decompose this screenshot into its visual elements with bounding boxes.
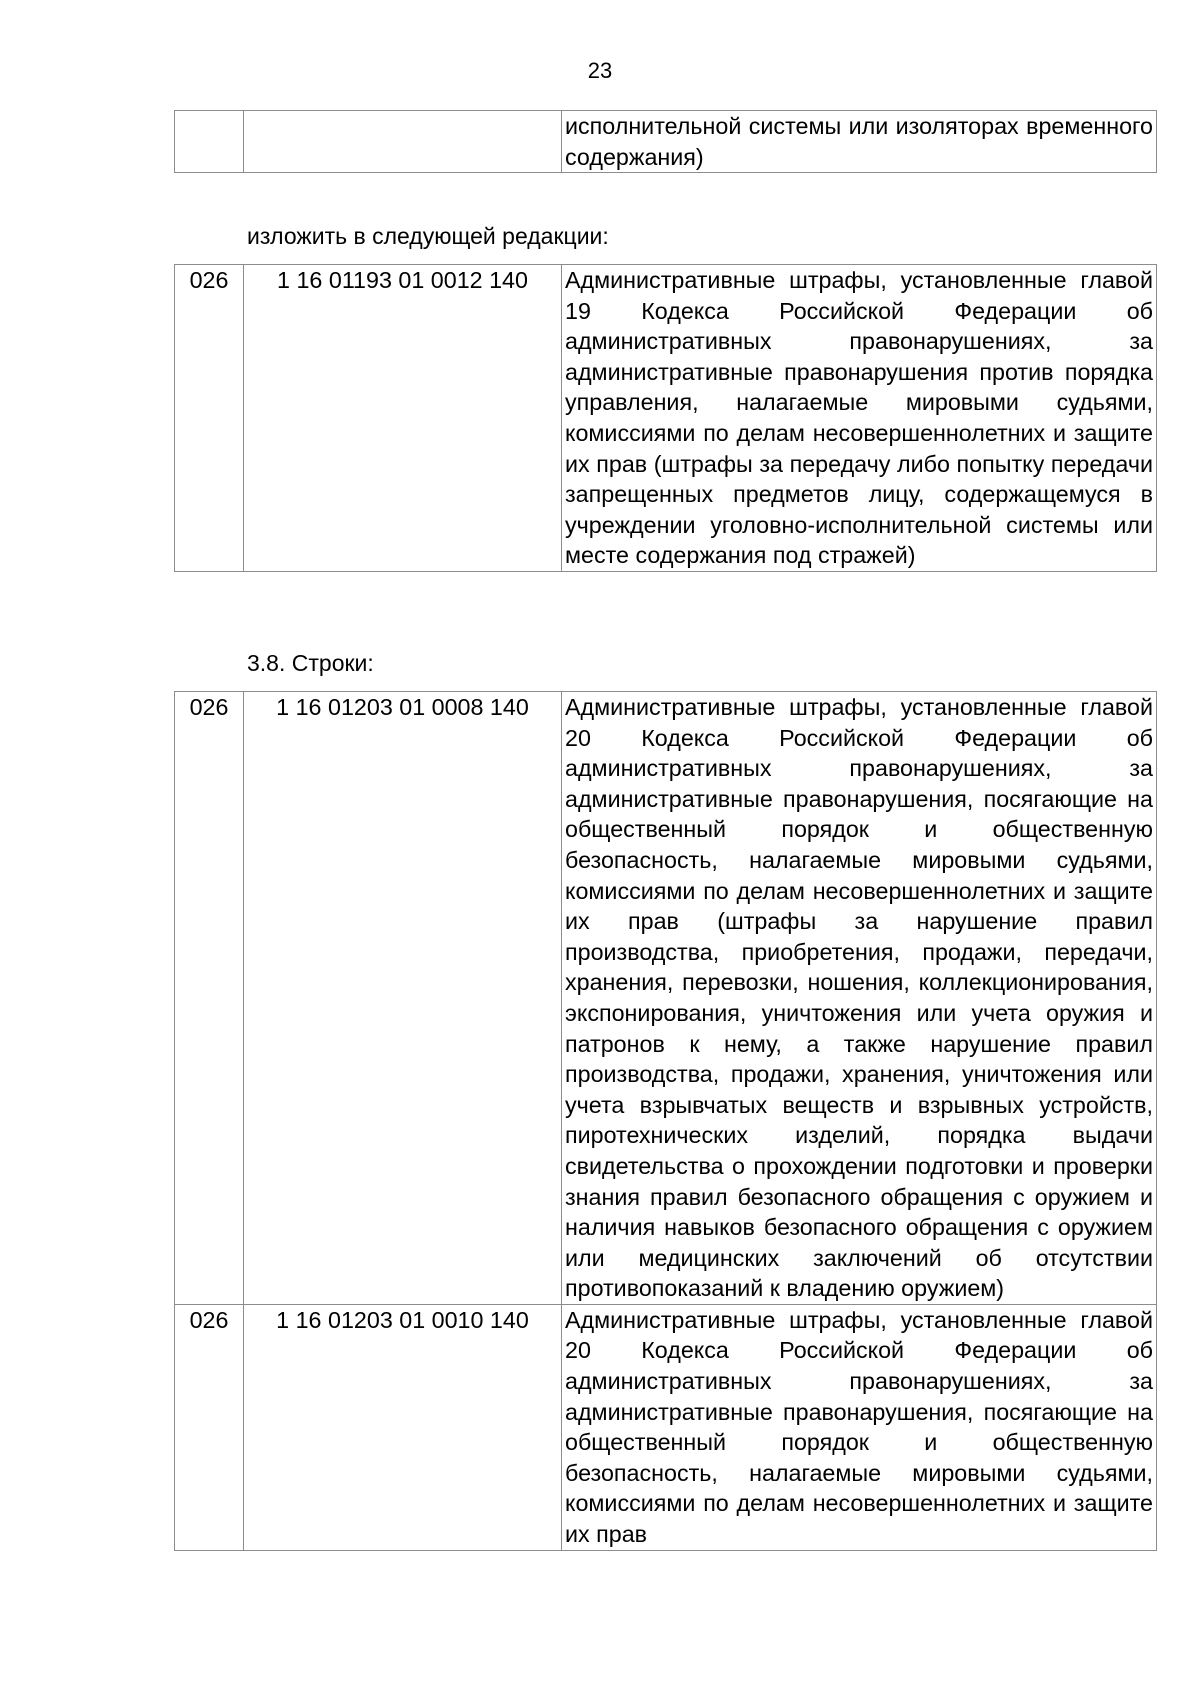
income-name-continues [565, 1305, 1153, 1550]
budget-codes-table-3-8 [174, 691, 1157, 1551]
table-row [175, 265, 1157, 572]
admin-code-cell: 026 [175, 265, 244, 572]
table-row [175, 1304, 1157, 1550]
paragraph-section-3-8: 3.8. Строки: [247, 650, 374, 676]
page-number: 23 [587, 58, 613, 83]
paragraph-new-version: изложить в следующей редакции: [247, 223, 609, 249]
budget-code-cell [244, 111, 562, 173]
budget-code-cell: 1 16 01203 01 0008 140 [244, 692, 562, 1305]
admin-code-cell [175, 111, 244, 173]
budget-code-cell: 1 16 01203 01 0010 140 [244, 1304, 562, 1550]
income-name-text: исполнительной системы или изоляторах временного содержания) [565, 113, 1153, 170]
income-name-text: Административные штрафы, установленные главой 20 Кодекса Российской Федерации об административных правонарушениях, за административные правонарушения, посягающие на общественный порядок и общественную безопасность, налагаемые мировыми судьями, комиссиями по делам несовершеннолетних и защите их прав [565, 1306, 1153, 1548]
income-name-cell [562, 111, 1157, 173]
income-name-cell [562, 692, 1157, 1305]
income-name-text: Административные штрафы, установленные главой 19 Кодекса Российской Федерации об административных правонарушениях, за административные правонарушения против порядка управления, налагаемые мировыми судьями, комиссиями по делам несовершеннолетних и защите их прав (штрафы за передачу либо попытку передачи запрещенных предметов лицу, содержащемуся в учреждении уголовно-исполнительной системы или месте содержания под стражей) [565, 267, 1153, 569]
income-name-cell [562, 1304, 1157, 1550]
admin-code-cell: 026 [175, 1304, 244, 1550]
income-name-cell [562, 265, 1157, 572]
budget-code-cell: 1 16 01193 01 0012 140 [244, 265, 562, 572]
budget-codes-table-continued [174, 110, 1157, 173]
table-row [175, 111, 1157, 173]
admin-code-cell: 026 [175, 692, 244, 1305]
budget-codes-table-new-version [174, 264, 1157, 572]
income-name-text: Административные штрафы, установленные главой 20 Кодекса Российской Федерации об административных правонарушениях, за административные правонарушения, посягающие на общественный порядок и общественную безопасность, налагаемые мировыми судьями, комиссиями по делам несовершеннолетних и защите их прав (штрафы за нарушение правил производства, приобретения, продажи, передачи, хранения, перевозки, ношения, коллекционирования, экспонирования, уничтожения или учета оружия и патронов к нему, а также нарушение правил производства, продажи, хранения, уничтожения или учета взрывчатых веществ и взрывных устройств, пиротехнических изделий, порядка выдачи свидетельства о прохождении подготовки и проверки знания правил безопасного обращения с оружием и наличия навыков безопасного обращения с оружием или медицинских заключений об отсутствии противопоказаний к владению оружием) [565, 694, 1153, 1302]
table-row [175, 692, 1157, 1305]
